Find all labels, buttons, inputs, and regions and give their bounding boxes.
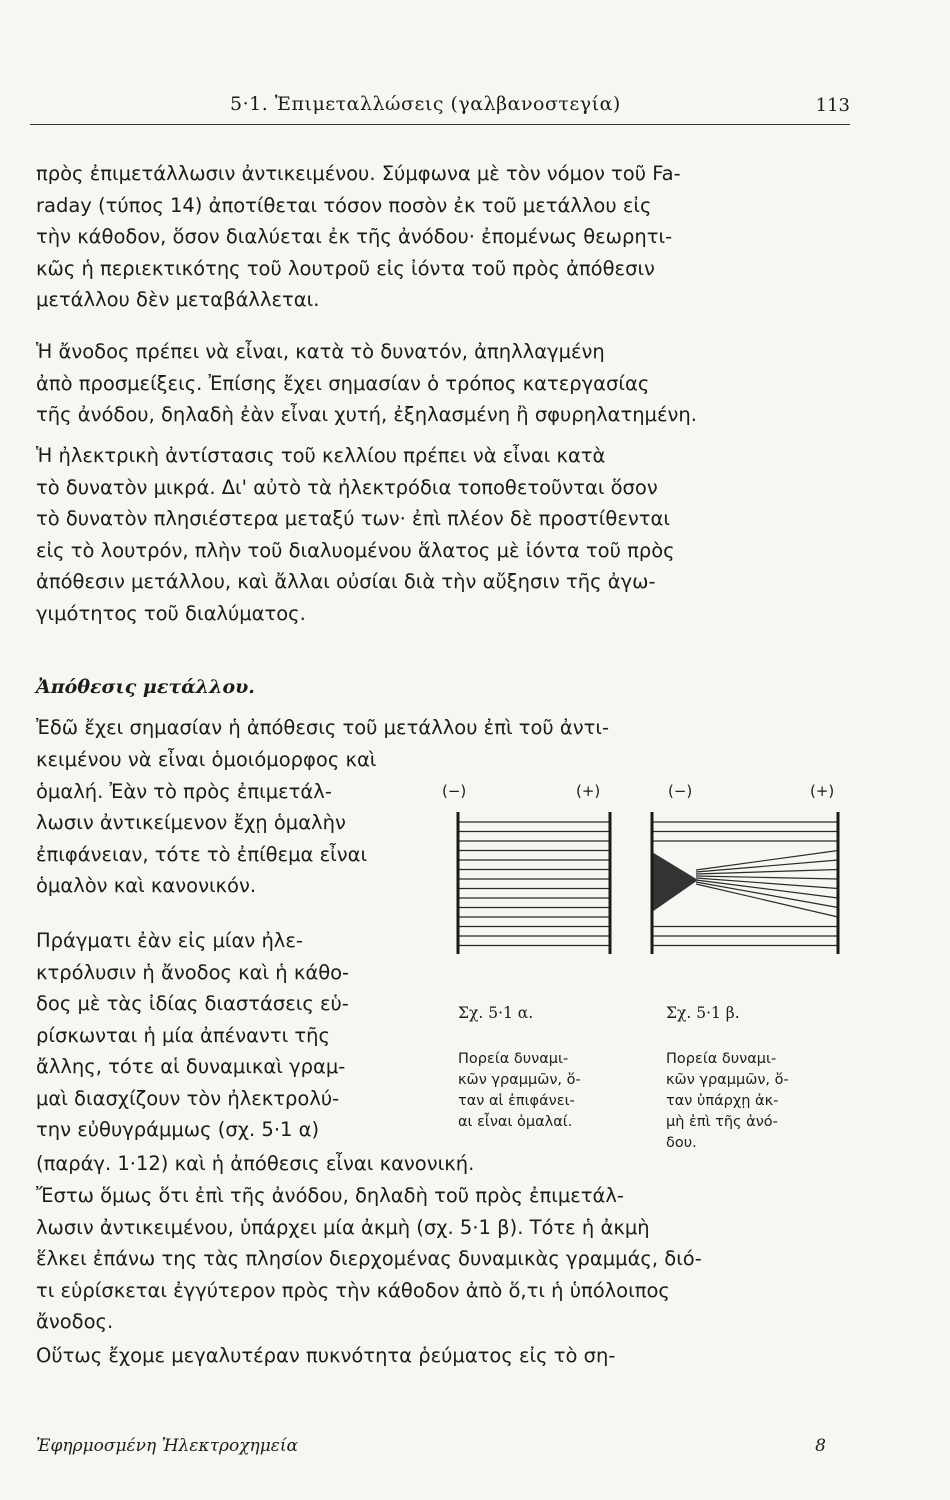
field-lines-edge-diagram xyxy=(640,782,850,962)
book-title: Ἐφηρμοσμένη Ἠλεκτροχημεία xyxy=(36,1436,299,1456)
field-line xyxy=(696,851,838,871)
running-header xyxy=(30,85,850,125)
figure-title: Σχ. 5·1 α. xyxy=(458,1004,534,1022)
cathode-label: (−) xyxy=(442,782,467,800)
running-title: 5·1. Ἐπιμεταλλώσεις (γαλβανοστεγία) xyxy=(230,93,621,115)
figure-5-1a xyxy=(440,782,630,962)
paragraph-4-column: κειμένου νὰ εἶναι ὁμοιόμορφος καὶ ὁμαλή. Ἐὰν τὸ πρὸς ἐπιμετάλ- λωσιν ἀντικείμενον ἔχῃ ὁμαλὴν ἐπιφάνειαν, τότε τὸ ἐπίθεμα εἶναι ὁμαλὸν καὶ κανονικόν. xyxy=(36,748,377,897)
figure-title: Σχ. 5·1 β. xyxy=(666,1004,740,1022)
paragraph-7: Οὕτως ἔχομε μεγαλυτέραν πυκνότητα ῥεύματος εἰς τὸ ση- xyxy=(36,1344,616,1367)
figure-5-1b-caption xyxy=(666,982,846,1154)
paragraph-6: Ἔστω ὅμως ὅτι ἐπὶ τῆς ἀνόδου, δηλαδὴ τοῦ πρὸς ἐπιμετάλ- λωσιν ἀντικειμένου, ὑπάρχει μία ἀκμὴ (σχ. 5·1 β). Τότε ἡ ἀκμὴ ἕλκει ἐπάνω της τὰς πλησίον διερχομένας δυναμικὰς γραμμάς, διό- τι εὑρίσκεται ἐγγύτερον πρὸς τὴν κάθοδον ἀπὸ ὅ,τι ἡ ὑπόλοιπος ἄνοδος. xyxy=(36,1184,702,1333)
paragraph-5-column: Πράγματι ἐὰν εἰς μίαν ἠλε- κτρόλυσιν ἡ ἄνοδος καὶ ἡ κάθο- δος μὲ τὰς ἰδίας διαστάσεις εὑ- ρίσκωνται ἡ μία ἀπέναντι τῆς ἄλλης, τότε αἱ δυναμικαὶ γραμ- μαὶ διασχίζουν τὸν ἠλεκτρολύ- την εὐθυγράμμως (σχ. 5·1 α) xyxy=(36,929,350,1141)
header-rule xyxy=(30,124,850,125)
figure-caption-text: Πορεία δυναμι- κῶν γραμμῶν, ὅ- ταν ὑπάρχῃ ἀκ- μὴ ἐπὶ τῆς ἀνό- δου. xyxy=(666,1051,789,1151)
figure-5-1b xyxy=(640,782,850,962)
page-number: 113 xyxy=(815,95,850,116)
section-heading: Ἀπόθεσις μετάλλου. xyxy=(36,676,255,698)
edge-protrusion xyxy=(652,852,698,912)
paragraph-4-first-line: Ἐδῶ ἔχει σημασίαν ἡ ἀπόθεσις τοῦ μετάλλου ἐπὶ τοῦ ἀντι- xyxy=(36,716,610,739)
paragraph-5-last-line: (παράγ. 1·12) καὶ ἡ ἀπόθεσις εἶναι κανονική. xyxy=(36,1152,475,1175)
figure-5-1a-caption xyxy=(458,982,628,1133)
footer xyxy=(36,1436,826,1456)
anode-label: (+) xyxy=(576,782,601,800)
paragraph-1: πρὸς ἐπιμετάλλωσιν ἀντικειμένου. Σύμφωνα μὲ τὸν νόμον τοῦ Fa- raday (τύπος 14) ἀποτίθεται τόσον ποσὸν ἐκ τοῦ μετάλλου εἰς τὴν κάθοδον, ὅσον διαλύεται ἐκ τῆς ἀνόδου· ἐπομένως θεωρητι- κῶς ἡ περιεκτικότης τοῦ λουτροῦ εἰς ἰόντα τοῦ πρὸς ἀπόθεσιν μετάλλου δὲν μεταβάλλεται. xyxy=(36,162,681,311)
field-lines-uniform-diagram xyxy=(440,782,630,962)
paragraph-2: Ἡ ἄνοδος πρέπει νὰ εἶναι, κατὰ τὸ δυνατόν, ἀπηλλαγμένη ἀπὸ προσμείξεις. Ἐπίσης ἔχει σημασίαν ὁ τρόπος κατεργασίας τῆς ἀνόδου, δηλαδὴ ἐὰν εἶναι χυτή, ἐξηλασμένη ἢ σφυρηλατημένη. xyxy=(36,340,697,426)
figure-caption-text: Πορεία δυναμι- κῶν γραμμῶν, ὅ- ταν αἱ ἐπιφάνει- αι εἶναι ὁμαλαί. xyxy=(458,1051,581,1130)
signature-mark: 8 xyxy=(815,1436,826,1456)
anode-label: (+) xyxy=(810,782,835,800)
cathode-label: (−) xyxy=(668,782,693,800)
field-line xyxy=(696,876,838,879)
paragraph-3: Ἡ ἠλεκτρικὴ ἀντίστασις τοῦ κελλίου πρέπει νὰ εἶναι κατὰ τὸ δυνατὸν μικρά. Δι' αὐτὸ τὰ ἠλεκτρόδια τοποθετοῦνται ὅσον τὸ δυνατὸν πλησιέστερα μεταξύ των· ἐπὶ πλέον δὲ προστίθενται εἰς τὸ λουτρόν, πλὴν τοῦ διαλυομένου ἅλατος μὲ ἰόντα τοῦ πρὸς ἀπόθεσιν μετάλλου, καὶ ἄλλαι οὐσίαι διὰ τὴν αὔξησιν τῆς ἀγω- γιμότητος τοῦ διαλύματος. xyxy=(36,444,675,625)
